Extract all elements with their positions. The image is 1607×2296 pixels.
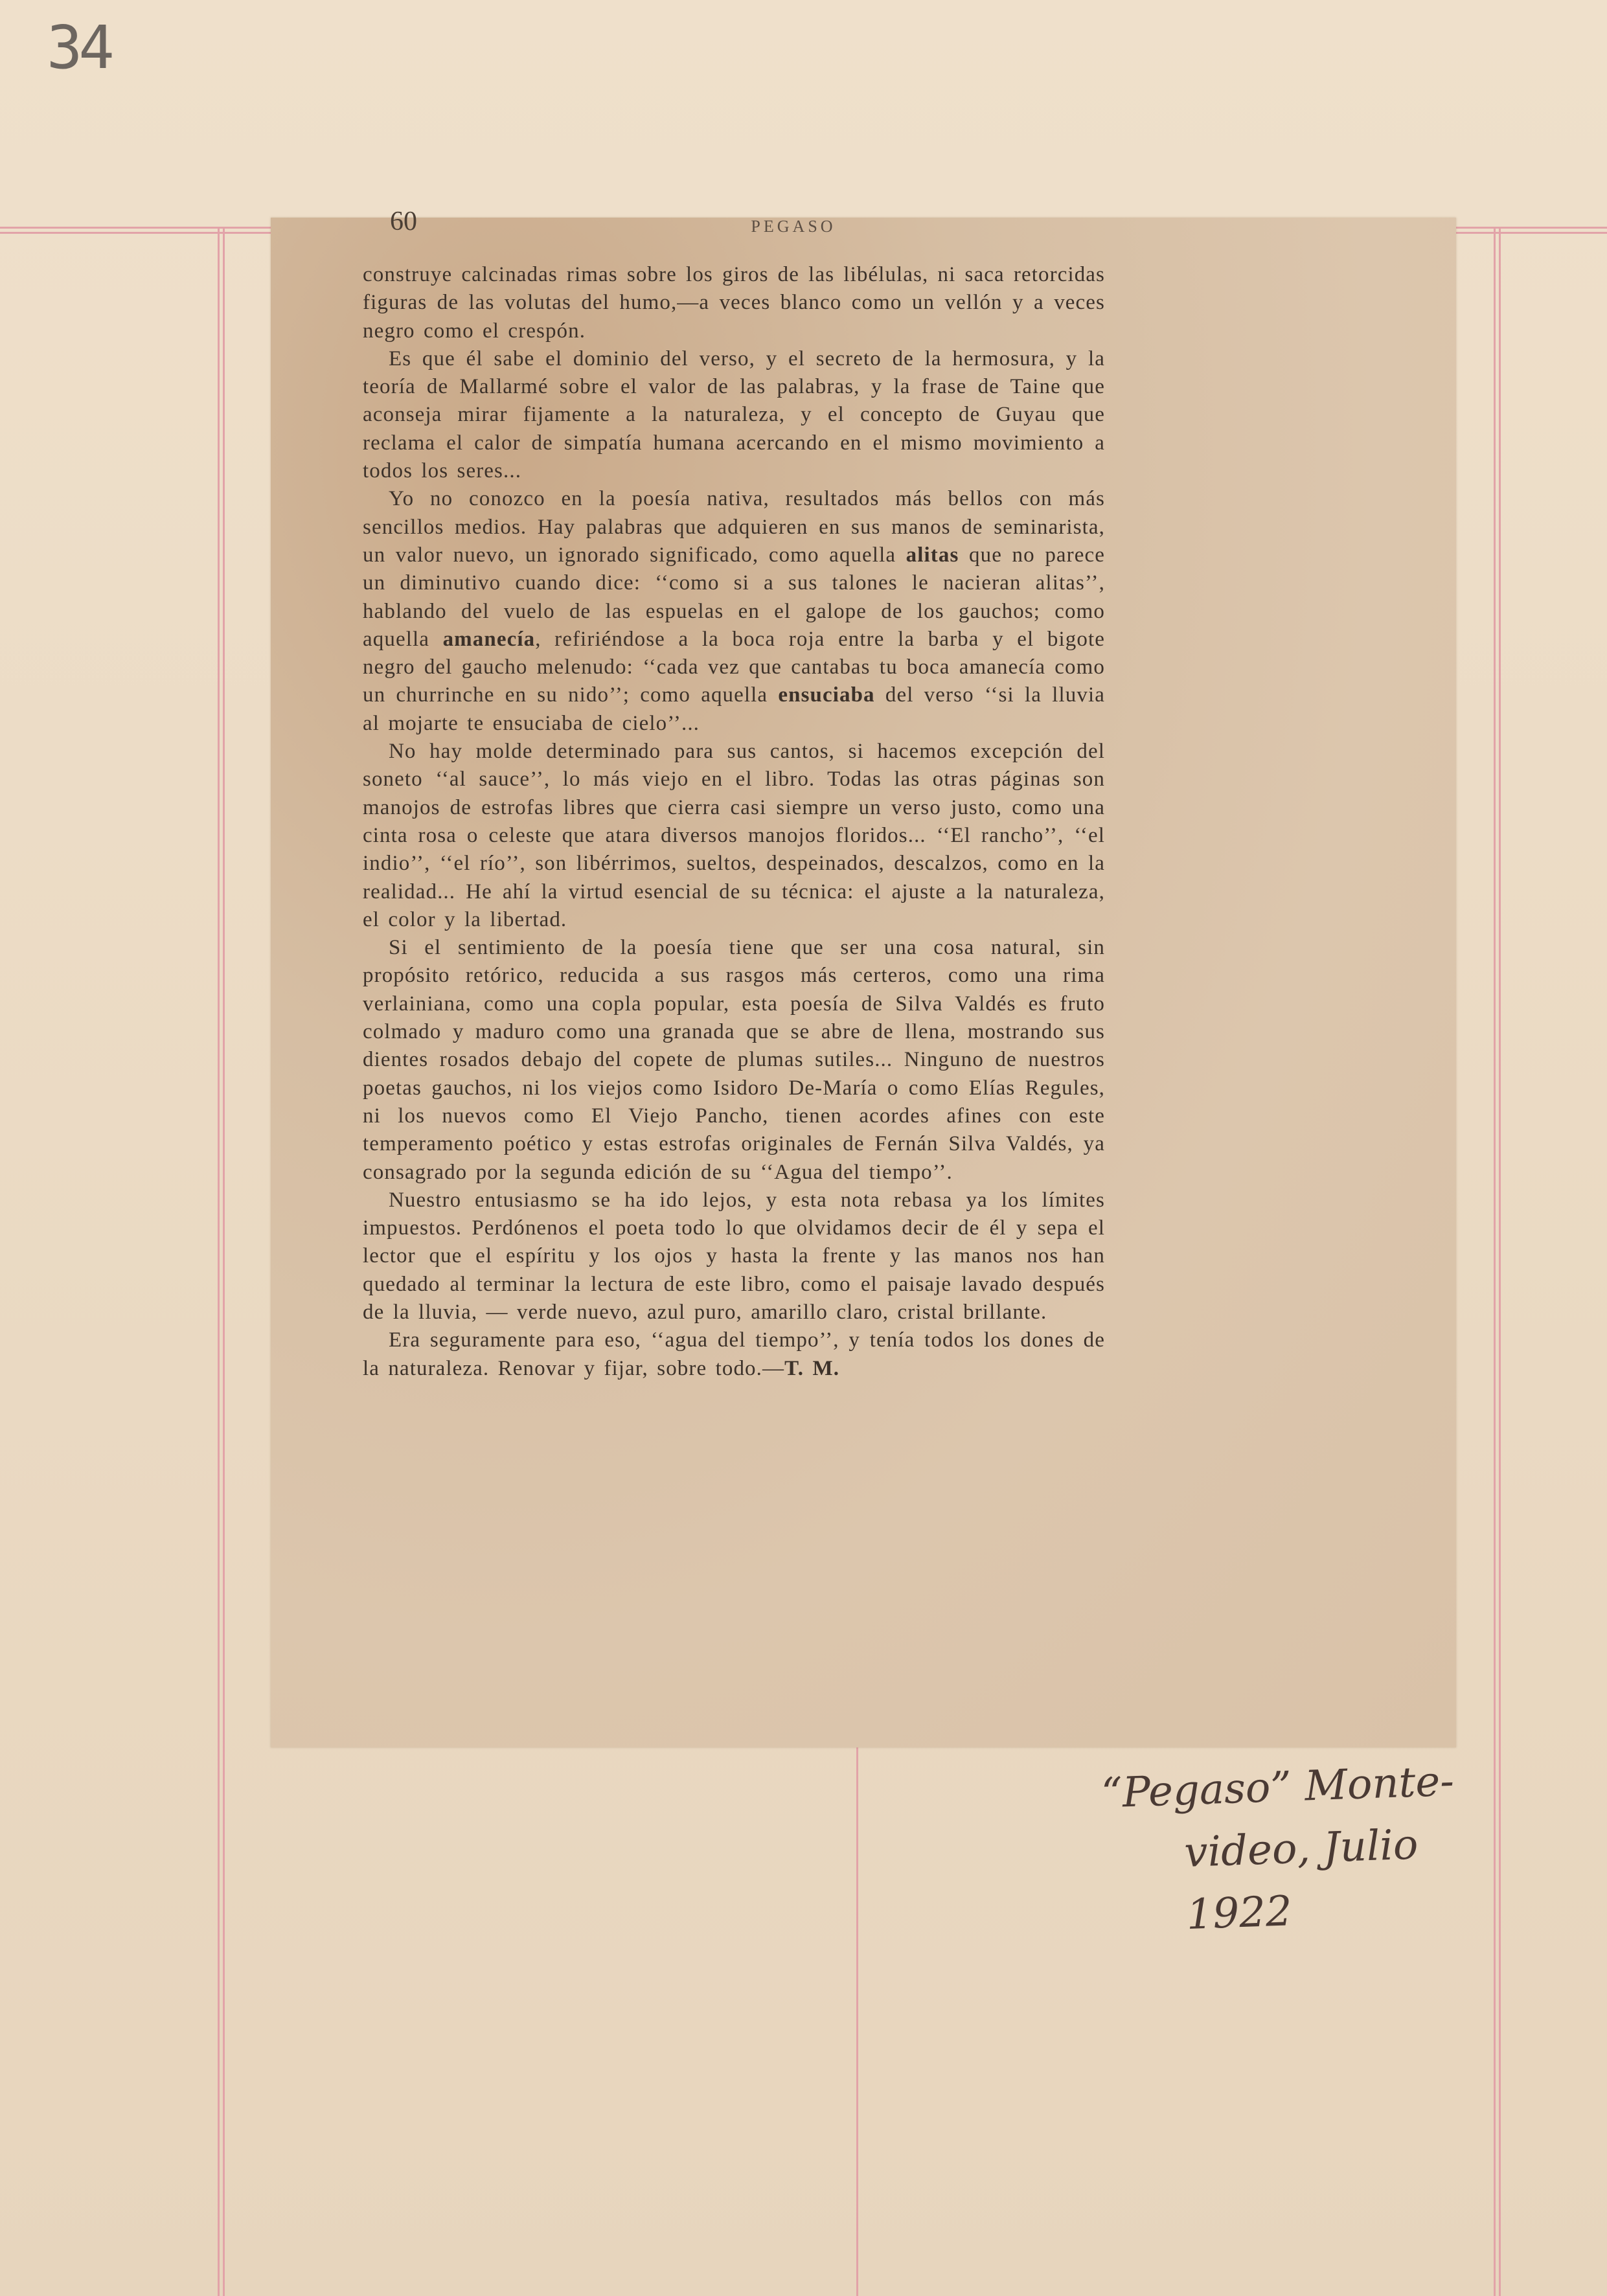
album-left-margin-rule bbox=[218, 227, 220, 2296]
article-text-run: del verso ‘‘si la lluvia al mojarte te ensuciaba de cielo’’... bbox=[363, 683, 1105, 735]
article-paragraph bbox=[363, 485, 1105, 738]
article-paragraph bbox=[363, 1326, 1105, 1383]
album-page-number: 34 bbox=[47, 13, 111, 82]
article-text-run: que no parece un diminutivo cuando dice: ‘‘como si a sus talones le nacieran alitas’’, hablando del vuelo de las espuelas en el galope de los gauchos; como aquella bbox=[363, 543, 1105, 651]
article-text-run: No hay molde determinado para sus cantos, si hacemos excepción del soneto ‘‘al sauce’’, lo más viejo en el libro. Todas las otras páginas son manojos de estrofas libres que cierra casi siempre un verso justo, como una cinta rosa o celeste que atara diversos manojos floridos... ‘‘El rancho’’, ‘‘el indio’’, ‘‘el río’’, son libérrimos, sueltos, despeinados, descalzos, como en la realidad... He ahí la virtud esencial de su técnica: el ajuste a la naturaleza, el color y la libertad. bbox=[363, 740, 1105, 931]
album-left-margin-rule-2 bbox=[223, 227, 225, 2296]
article-text-run: Era seguramente para eso, ‘‘agua del tiempo’’, y tenía todos los dones de la naturaleza. Renovar y fijar, sobre todo.— bbox=[363, 1328, 1105, 1380]
album-right-margin-rule bbox=[1494, 227, 1496, 2296]
article-paragraph bbox=[363, 261, 1105, 345]
handwritten-note-line-2: video, Julio 1922 bbox=[1183, 1821, 1419, 1939]
article-text-run: construye calcinadas rimas sobre los giros de las libélulas, ni saca retorcidas figuras de las volutas del humo,—a veces blanco como un vellón y a veces negro como el crespón. bbox=[363, 263, 1105, 343]
article-text-run: Nuestro entusiasmo se ha ido lejos, y esta nota rebasa ya los límites impuestos. Perdónenos el poeta todo lo que olvidamos decir de él y sepa el lector que el espíritu y los ojos y hasta la frente y las manos nos han quedado al terminar la lectura de este libro, como el paisaje lavado después de la lluvia, — verde nuevo, azul puro, amarillo claro, cristal brillante. bbox=[363, 1188, 1105, 1324]
article-paragraph bbox=[363, 738, 1105, 934]
clipping-running-head: PEGASO bbox=[751, 217, 836, 236]
article-paragraph bbox=[363, 1187, 1105, 1326]
handwritten-note bbox=[1101, 1755, 1529, 1942]
article-emphasis: amanecía bbox=[442, 627, 536, 651]
article-text-run: Si el sentimiento de la poesía tiene que ser una cosa natural, sin propósito retórico, reducida a sus rasgos más certeros, como una rima verlainiana, como una copla popular, esta poesía de Silva Valdés es fruto colmado y maduro como una granada que se abre de llena, mostrando sus dientes rosados debajo del copete de plumas sutiles... Ninguno de nuestros poetas gauchos, ni los viejos como Isidoro De-María o como Elías Regules, ni los nuevos como El Viejo Pancho, tienen acordes afines con este temperamento poético y estas estrofas originales de Fernán Silva Valdés, ya consagrado por la segunda edición de su ‘‘Agua del tiempo’’. bbox=[363, 936, 1105, 1184]
article-emphasis: alitas bbox=[906, 543, 959, 567]
handwritten-note-line-1: “Pegaso” Monte- bbox=[1100, 1757, 1455, 1818]
album-right-margin-rule-2 bbox=[1499, 227, 1501, 2296]
clipping-page-number: 60 bbox=[390, 207, 417, 236]
article-body bbox=[363, 261, 1105, 1383]
article-text-run: , refiriéndose a la boca roja entre la barba y el bigote negro del gaucho melenudo: ‘‘cada vez que cantabas tu boca amanecía como un churrinche en su nido’’; como aquella bbox=[363, 627, 1105, 707]
album-center-rule bbox=[856, 1747, 858, 2296]
article-emphasis: ensuciaba bbox=[778, 683, 875, 707]
article-text-run: Yo no conozco en la poesía nativa, resultados más bellos con más sencillos medios. Hay palabras que adquieren en sus manos de seminarista, un valor nuevo, un ignorado significado, como aquella bbox=[363, 487, 1105, 567]
article-paragraph bbox=[363, 934, 1105, 1187]
article-text-run: Es que él sabe el dominio del verso, y el secreto de la hermosura, y la teoría de Mallarmé sobre el valor de las palabras, y la frase de Taine que aconseja mirar fijamente a la naturaleza, y el concepto de Guyau que reclama el calor de simpatía humana acercando en el mismo movimiento a todos los seres... bbox=[363, 347, 1105, 483]
article-paragraph bbox=[363, 345, 1105, 485]
article-emphasis: T. M. bbox=[784, 1356, 840, 1380]
